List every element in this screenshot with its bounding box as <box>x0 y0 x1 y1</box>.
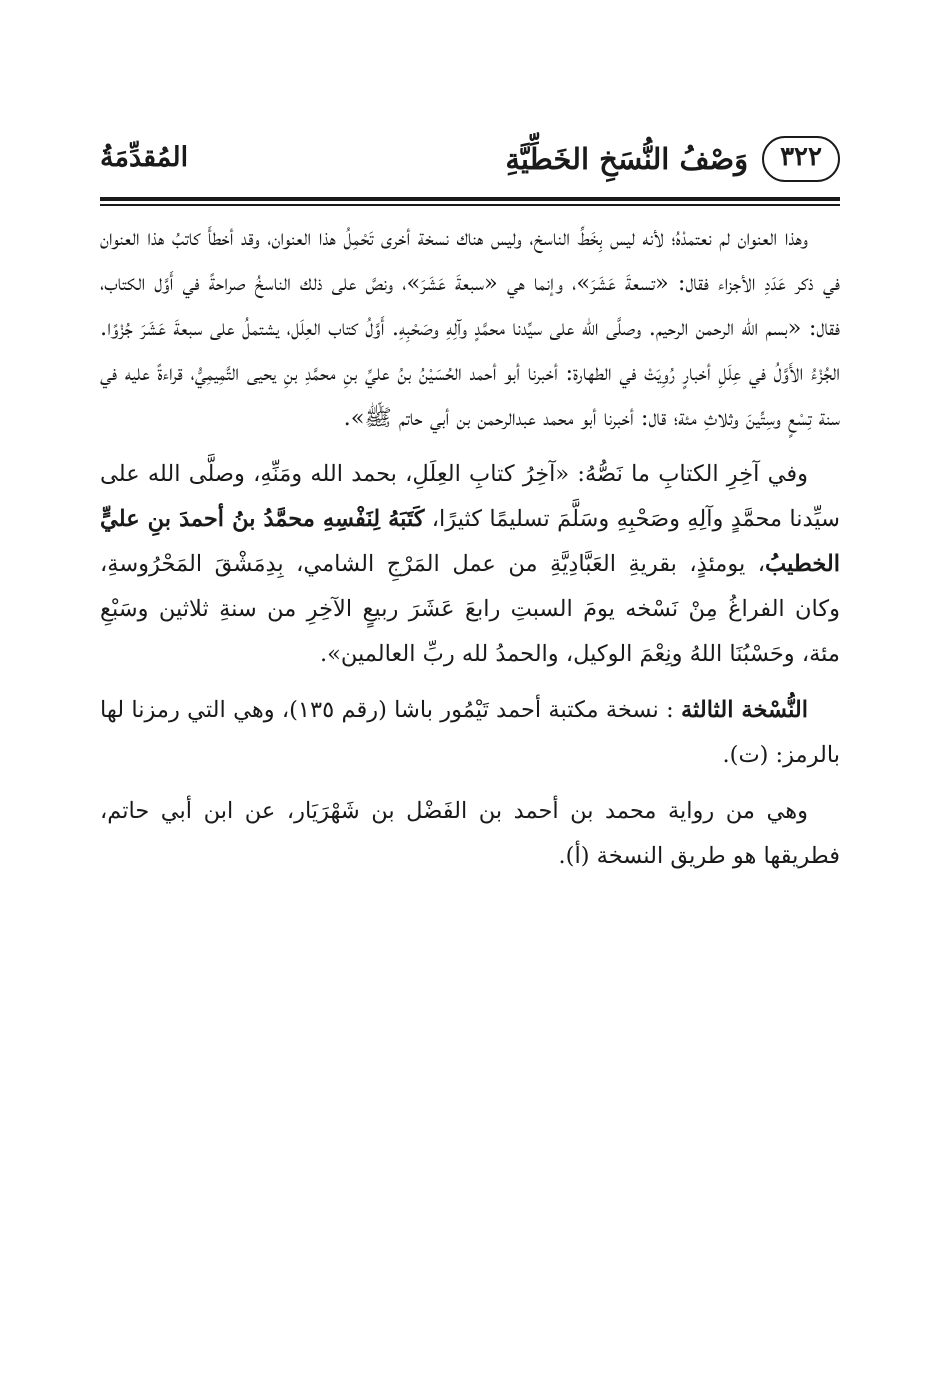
third-copy-description: : نسخة مكتبة أحمد تَيْمُور باشا (رقم ١٣٥)، وهي التي رمزنا لها بالرمز: (ت). <box>100 697 840 768</box>
page-number-badge: ٣٢٢ <box>762 136 840 182</box>
third-copy-heading: النُّسْخة الثالثة <box>680 697 808 723</box>
paragraph-third-copy-chain: وهي من رواية محمد بن أحمد بن الفَضْل بن شَهْرَيَار، عن ابن أبي حاتم، فطريقها هو طريق النسخة (أ). <box>100 798 840 869</box>
header-rule-thin <box>100 204 840 206</box>
paragraph-third-copy <box>100 688 840 778</box>
page-header <box>100 136 840 192</box>
paragraph-colophon <box>100 452 840 677</box>
colophon-scribe-name: كَتَبَهُ لِنَفْسِهِ محمَّدُ بنُ أحمدَ بنِ عليٍّ الخطيبُ <box>100 506 840 577</box>
paragraph-title-note: وهذا العنوان لم نعتمدْهُ؛ لأنه ليس بِخَطِّ الناسخ، وليس هناك نسخة أخرى تَحْمِلُ هذا العنوان، وقد أخطأَ كاتبُ هذا العنوان في ذكر عَدَدِ الأجزاء فقال: «تسعةَ عَشَرَ»، وإنما هي «سبعةَ عَشَرَ»، ونصَّ على ذلك الناسخُ صراحةً في أَوَّل الكتاب، فقال: «بسم الله الرحمن الرحيم. وصلَّى الله على سيِّدنا محمَّدٍ وآلِهِ وصَحْبِهِ. أَوَّلُ كتاب العِلَل، يشتملُ على سبعةَ عَشَرَ جُزْوًا. الجُزْءُ الأَوَّلُ في عِلَلِ أخبارٍ رُوِيَتْ في الطهارة: أخبرنا أبو أحمد الحُسَيْنُ بنُ عليِّ بنِ محمَّدِ بنِ يحيى التَّمِيمِيُّ، قراءةً عليه في سنة تِسْعٍ وسِتِّينَ وثلاثِ مئة؛ قال: أخبرنا أبو محمد عبدالرحمن بن أبي حاتم ﷺ». <box>100 225 840 431</box>
header-title-group <box>505 136 840 182</box>
header-rule-thick <box>100 197 840 201</box>
body-text <box>100 216 840 890</box>
running-title: وَصْفُ النُّسَخِ الخَطِّيَّةِ <box>505 142 749 176</box>
colophon-text-after: ، يومئذٍ، بقريةِ العَبَّادِيَّةِ من عمل المَرْجِ الشامي، بِدِمَشْقَ المَحْرُوسةِ، وكان الفراغُ مِنْ نَسْخه يومَ السبتِ رابعَ عَشَرَ ربيعٍ الآخِرِ من سنةِ ثلاثين وسَبْعِ مئة، وحَسْبُنَا اللهُ ونِعْمَ الوكيل، والحمدُ لله ربِّ العالمين». <box>100 551 840 667</box>
colophon-text-before: وفي آخِرِ الكتابِ ما نَصُّهُ: «آخِرُ كتابِ العِلَلِ، بحمد الله ومَنِّهِ، وصلَّى الله على سيِّدنا محمَّدٍ وآلِهِ وصَحْبِهِ وسَلَّمَ تسليمًا كثيرًا، <box>100 461 840 532</box>
section-title: المُقدِّمَةُ <box>100 142 189 173</box>
